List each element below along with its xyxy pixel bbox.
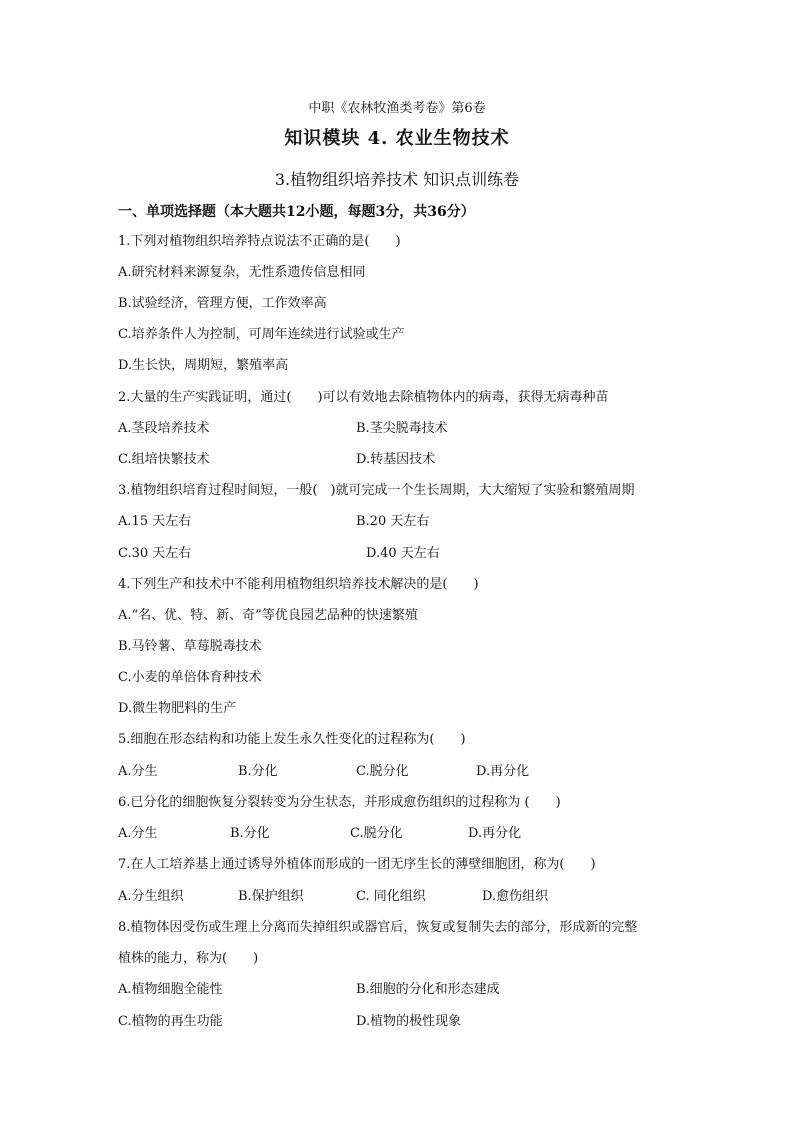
- question-2-stem: 2.大量的生产实践证明，通过( )可以有效地去除植物体内的病毒，获得无病毒种苗: [118, 390, 609, 405]
- question-8-option-a: A.植物细胞全能性: [118, 982, 223, 997]
- question-1-option-b: B.试验经济，管理方便，工作效率高: [118, 296, 327, 311]
- question-6-option-a: A.分生: [118, 826, 158, 841]
- question-3-option-b: B.20 天左右: [356, 514, 430, 529]
- question-2-option-d: D.转基因技术: [356, 452, 436, 467]
- question-6-option-c: C.脱分化: [350, 826, 403, 841]
- question-8-stem: 8.植物体因受伤或生理上分离而失掉组织或器官后，恢复或复制失去的部分，形成新的完整: [118, 920, 638, 935]
- question-8-option-c: C.植物的再生功能: [118, 1014, 223, 1029]
- question-7-stem: 7.在人工培养基上通过诱导外植体而形成的一团无序生长的薄壁细胞团，称为( ): [118, 857, 596, 872]
- question-2-option-a: A.茎段培养技术: [118, 421, 210, 436]
- question-4-option-c: C.小麦的单倍体育种技术: [118, 670, 262, 685]
- exam-series-title: 中职《农林牧渔类考卷》第6卷: [308, 101, 486, 116]
- question-8-option-b: B.细胞的分化和形态建成: [356, 982, 500, 997]
- question-1-stem: 1.下列对植物组织培养特点说法不正确的是( ): [118, 234, 401, 249]
- question-7-option-a: A.分生组织: [118, 889, 184, 904]
- question-1-option-a: A.研究材料来源复杂，无性系遗传信息相同: [118, 265, 366, 280]
- question-4-stem: 4.下列生产和技术中不能利用植物组织培养技术解决的是( ): [118, 577, 479, 592]
- section-heading: 一、单项选择题（本大题共12小题，每题3分，共36分）: [118, 204, 475, 220]
- question-4-option-b: B.马铃薯、草莓脱毒技术: [118, 639, 262, 654]
- question-8-stem-continued: 植株的能力，称为( ): [118, 951, 259, 966]
- question-4-option-d: D.微生物肥料的生产: [118, 701, 237, 716]
- question-3-stem: 3.植物组织培育过程时间短，一般( )就可完成一个生长周期，大大缩短了实验和繁殖周期: [118, 483, 635, 498]
- module-title: 知识模块 4. 农业生物技术: [284, 128, 510, 149]
- question-1-option-d: D.生长快，周期短，繁殖率高: [118, 358, 289, 373]
- question-5-option-b: B.分化: [238, 764, 278, 779]
- question-2-option-b: B.茎尖脱毒技术: [356, 421, 448, 436]
- question-3-option-a: A.15 天左右: [118, 514, 192, 529]
- question-5-option-c: C.脱分化: [356, 764, 409, 779]
- question-6-stem: 6.已分化的细胞恢复分裂转变为分生状态，并形成愈伤组织的过程称为 ( ): [118, 795, 561, 810]
- paper-subtitle: 3.植物组织培养技术 知识点训练卷: [274, 170, 520, 189]
- question-7-option-b: B.保护组织: [238, 889, 304, 904]
- question-8-option-d: D.植物的极性现象: [356, 1014, 462, 1029]
- question-7-option-d: D.愈伤组织: [482, 889, 549, 904]
- question-5-option-a: A.分生: [118, 764, 158, 779]
- question-5-option-d: D.再分化: [476, 764, 530, 779]
- question-2-option-c: C.组培快繁技术: [118, 452, 210, 467]
- question-6-option-d: D.再分化: [468, 826, 522, 841]
- question-3-option-d: D.40 天左右: [366, 546, 440, 561]
- question-5-stem: 5.细胞在形态结构和功能上发生永久性变化的过程称为( ): [118, 732, 466, 747]
- question-6-option-b: B.分化: [230, 826, 270, 841]
- question-4-option-a: A.“名、优、特、新、奇”等优良园艺品种的快速繁殖: [118, 608, 418, 623]
- question-3-option-c: C.30 天左右: [118, 546, 192, 561]
- question-7-option-c: C. 同化组织: [356, 889, 426, 904]
- question-1-option-c: C.培养条件人为控制，可周年连续进行试验或生产: [118, 327, 405, 342]
